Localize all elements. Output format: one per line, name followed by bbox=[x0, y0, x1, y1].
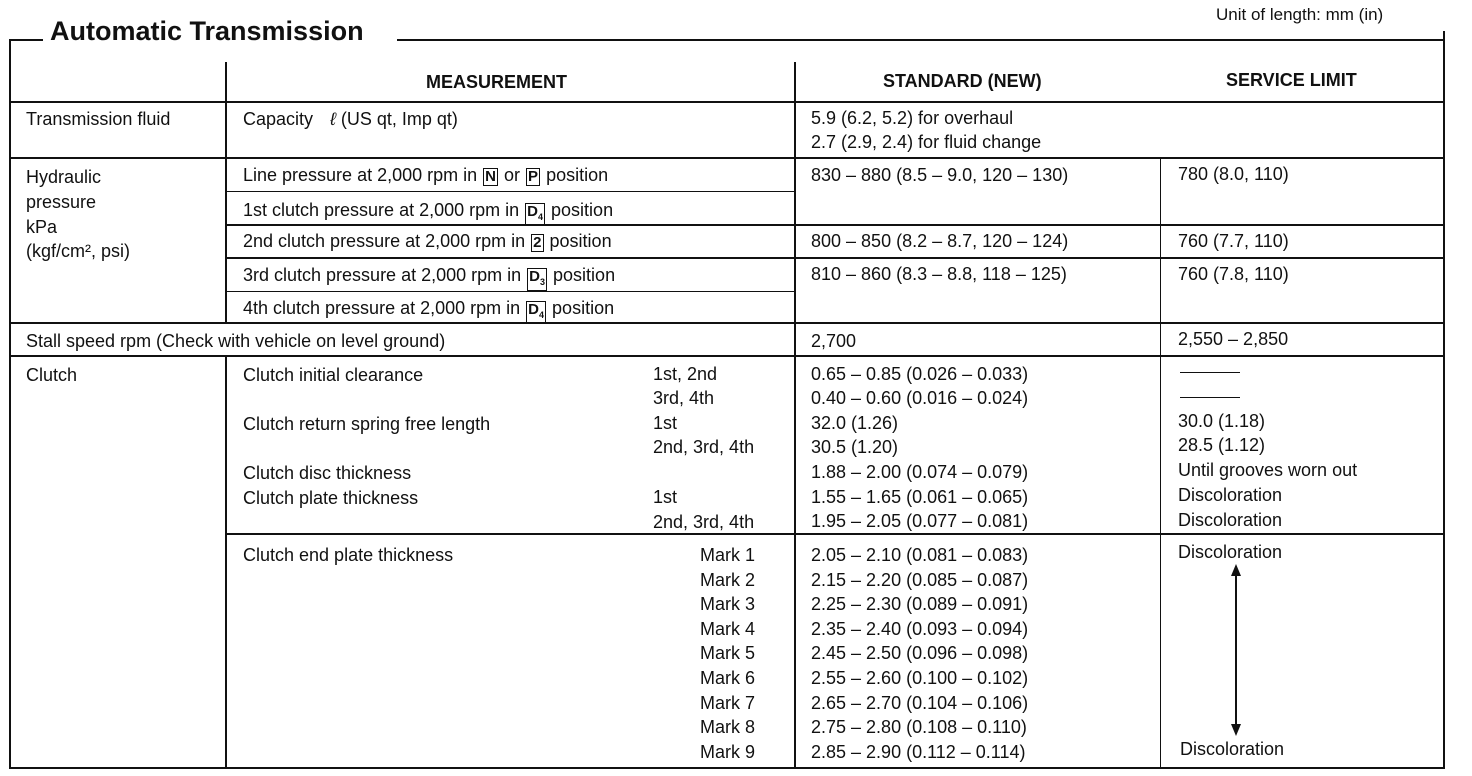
plate-thickness-cond-2: 2nd, 3rd, 4th bbox=[653, 512, 755, 532]
line-pressure-post: position bbox=[546, 165, 609, 185]
stall-label: Stall speed rpm (Check with vehicle on level ground) bbox=[26, 331, 446, 351]
shift-position-2: 2 bbox=[533, 234, 542, 251]
capacity-units: (US qt, Imp qt) bbox=[340, 109, 458, 129]
fluid-overhaul: 5.9 (6.2, 5.2) for overhaul bbox=[811, 108, 1014, 128]
plate-thickness-std-2: 1.95 – 2.05 (0.077 – 0.081) bbox=[811, 511, 1029, 531]
d4b-sub: 4 bbox=[539, 310, 545, 320]
shift-position-d4 bbox=[525, 203, 545, 226]
third-clutch-text: 3rd clutch pressure at 2,000 rpm in bbox=[243, 265, 522, 285]
line-pressure-standard: 830 – 880 (8.5 – 9.0, 120 – 130) bbox=[811, 165, 1069, 185]
plate-thickness-lim-2: Discoloration bbox=[1178, 510, 1283, 530]
second-clutch-row bbox=[243, 231, 612, 252]
return-spring-lim-1: 30.0 (1.18) bbox=[1178, 411, 1266, 431]
second-clutch-limit: 760 (7.7, 110) bbox=[1178, 231, 1289, 251]
clutch-label: Clutch bbox=[26, 365, 78, 385]
return-spring-cond-2: 2nd, 3rd, 4th bbox=[653, 437, 755, 457]
first-clutch-post: position bbox=[551, 200, 614, 220]
initial-clearance-std-2: 0.40 – 0.60 (0.016 – 0.024) bbox=[811, 388, 1029, 408]
page-title: Automatic Transmission bbox=[50, 16, 364, 46]
hydraulic-label-1: Hydraulic bbox=[26, 167, 102, 187]
disc-thickness-label: Clutch disc thickness bbox=[243, 463, 412, 483]
hydraulic-label-3: kPa bbox=[26, 217, 58, 237]
fourth-clutch-post: position bbox=[552, 298, 615, 318]
disc-thickness-limit: Until grooves worn out bbox=[1178, 460, 1358, 480]
end-plate-limit-top: Discoloration bbox=[1178, 542, 1283, 562]
end-plate-label: Clutch end plate thickness bbox=[243, 545, 454, 565]
end-plate-mark-label: Mark 8 bbox=[700, 717, 756, 737]
shift-position-d3 bbox=[527, 268, 547, 291]
end-plate-mark-standard: 2.55 – 2.60 (0.100 – 0.102) bbox=[811, 668, 1029, 688]
third-clutch-standard: 810 – 860 (8.3 – 8.8, 118 – 125) bbox=[811, 264, 1067, 284]
header-service-limit: SERVICE LIMIT bbox=[1226, 70, 1357, 90]
d4-letter: D bbox=[527, 203, 538, 220]
plate-thickness-cond-1: 1st bbox=[653, 487, 678, 507]
initial-clearance-cond-2: 3rd, 4th bbox=[653, 388, 715, 408]
end-plate-mark-label: Mark 9 bbox=[700, 742, 756, 762]
plate-thickness-label: Clutch plate thickness bbox=[243, 488, 419, 508]
end-plate-mark-standard: 2.45 – 2.50 (0.096 – 0.098) bbox=[811, 643, 1029, 663]
end-plate-mark-label: Mark 5 bbox=[700, 643, 756, 663]
line-pressure-text: Line pressure at 2,000 rpm in bbox=[243, 165, 478, 185]
capacity-label bbox=[243, 109, 458, 129]
end-plate-mark-label: Mark 6 bbox=[700, 668, 756, 688]
disc-thickness-std: 1.88 – 2.00 (0.074 – 0.079) bbox=[811, 462, 1029, 482]
end-plate-mark-standard: 2.25 – 2.30 (0.089 – 0.091) bbox=[811, 594, 1029, 614]
end-plate-mark-label: Mark 1 bbox=[700, 545, 756, 565]
return-spring-std-2: 30.5 (1.20) bbox=[811, 437, 899, 457]
d4-sub: 4 bbox=[538, 212, 544, 222]
end-plate-mark-standard: 2.15 – 2.20 (0.085 – 0.087) bbox=[811, 570, 1029, 590]
header-standard: STANDARD (NEW) bbox=[883, 71, 1042, 91]
stall-standard: 2,700 bbox=[811, 331, 857, 351]
end-plate-mark-standard: 2.65 – 2.70 (0.104 – 0.106) bbox=[811, 693, 1029, 713]
third-clutch-limit: 760 (7.8, 110) bbox=[1178, 264, 1289, 284]
fourth-clutch-text: 4th clutch pressure at 2,000 rpm in bbox=[243, 298, 521, 318]
second-clutch-text: 2nd clutch pressure at 2,000 rpm in bbox=[243, 231, 526, 251]
d3-letter: D bbox=[529, 268, 540, 285]
hydraulic-label-2: pressure bbox=[26, 192, 97, 212]
end-plate-mark-label: Mark 3 bbox=[700, 594, 756, 614]
first-clutch-row bbox=[243, 200, 613, 226]
third-clutch-row bbox=[243, 265, 615, 291]
second-clutch-standard: 800 – 850 (8.2 – 8.7, 120 – 124) bbox=[811, 231, 1069, 251]
third-clutch-post: position bbox=[553, 265, 616, 285]
double-arrow-icon bbox=[1226, 564, 1246, 736]
fourth-clutch-row bbox=[243, 298, 614, 324]
return-spring-cond-1: 1st bbox=[653, 413, 678, 433]
line-pressure-or: or bbox=[504, 165, 521, 185]
initial-clearance-cond-1: 1st, 2nd bbox=[653, 364, 718, 384]
shift-position-p: P bbox=[528, 168, 539, 185]
fluid-label: Transmission fluid bbox=[26, 109, 171, 129]
end-plate-mark-label: Mark 2 bbox=[700, 570, 756, 590]
d4b-letter: D bbox=[528, 301, 540, 318]
first-clutch-text: 1st clutch pressure at 2,000 rpm in bbox=[243, 200, 520, 220]
initial-clearance-label: Clutch initial clearance bbox=[243, 365, 424, 385]
plate-thickness-lim-1: Discoloration bbox=[1178, 485, 1283, 505]
hydraulic-label-4: (kgf/cm², psi) bbox=[26, 241, 131, 261]
limit-dash-2 bbox=[1180, 397, 1240, 398]
header-measurement: MEASUREMENT bbox=[426, 72, 568, 92]
unit-note: Unit of length: mm (in) bbox=[1216, 5, 1384, 24]
return-spring-label: Clutch return spring free length bbox=[243, 414, 491, 434]
return-spring-lim-2: 28.5 (1.12) bbox=[1178, 435, 1266, 455]
shift-position-d4-b bbox=[526, 301, 546, 324]
limit-dash-1 bbox=[1180, 372, 1240, 373]
line-pressure-limit: 780 (8.0, 110) bbox=[1178, 164, 1289, 184]
end-plate-mark-standard: 2.05 – 2.10 (0.081 – 0.083) bbox=[811, 545, 1029, 565]
line-pressure-row bbox=[243, 165, 608, 186]
shift-position-n: N bbox=[485, 168, 496, 185]
fluid-change: 2.7 (2.9, 2.4) for fluid change bbox=[811, 132, 1042, 152]
end-plate-mark-label: Mark 4 bbox=[700, 619, 756, 639]
initial-clearance-std-1: 0.65 – 0.85 (0.026 – 0.033) bbox=[811, 364, 1029, 384]
capacity-text: Capacity bbox=[243, 109, 314, 129]
liter-symbol: ℓ bbox=[330, 109, 336, 129]
end-plate-mark-standard: 2.75 – 2.80 (0.108 – 0.110) bbox=[811, 717, 1027, 737]
stall-limit: 2,550 – 2,850 bbox=[1178, 329, 1289, 349]
plate-thickness-std-1: 1.55 – 1.65 (0.061 – 0.065) bbox=[811, 487, 1029, 507]
end-plate-mark-standard: 2.85 – 2.90 (0.112 – 0.114) bbox=[811, 742, 1026, 762]
end-plate-limit-bottom: Discoloration bbox=[1180, 739, 1285, 759]
end-plate-mark-standard: 2.35 – 2.40 (0.093 – 0.094) bbox=[811, 619, 1029, 639]
return-spring-std-1: 32.0 (1.26) bbox=[811, 413, 899, 433]
end-plate-mark-label: Mark 7 bbox=[700, 693, 756, 713]
d3-sub: 3 bbox=[540, 277, 546, 287]
second-clutch-post: position bbox=[549, 231, 612, 251]
